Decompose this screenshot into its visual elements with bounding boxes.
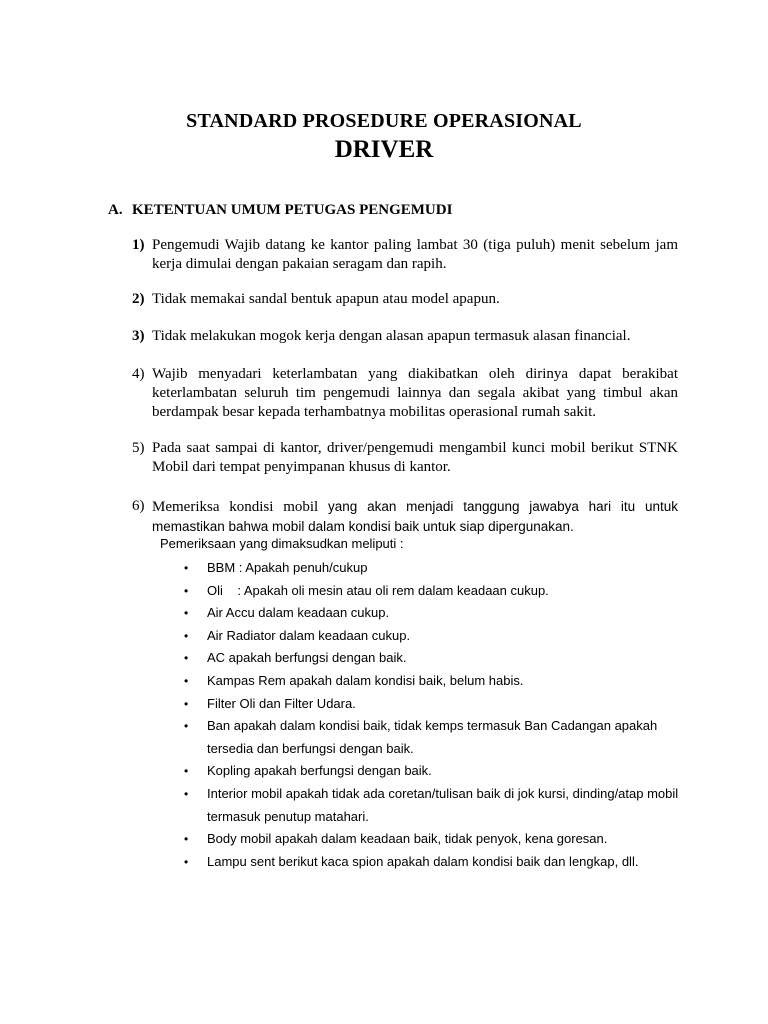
checklist-item-text: Ban apakah dalam kondisi baik, tidak kemps termasuk Ban Cadangan apakah tersedia dan berfungsi dengan baik. [207,718,658,756]
item-number: 1) [132,237,145,253]
list-item [132,365,678,422]
checklist-item [182,557,682,580]
checklist-item-text: Kampas Rem apakah dalam kondisi baik, belum habis. [207,672,524,688]
checklist-item-text: Lampu sent berikut kaca spion apakah dalam kondisi baik dan lengkap, dll. [207,853,639,869]
checklist-item [182,828,682,851]
checklist-intro: Pemeriksaan yang dimaksudkan meliputi : [160,536,404,551]
item-number: 6) [132,498,145,514]
checklist-item-text: AC apakah berfungsi dengan baik. [207,650,407,666]
checklist-item-text: Air Radiator dalam keadaan cukup. [207,627,411,643]
item-text [152,497,678,537]
section-letter: A. [108,202,123,218]
item-text: Tidak memakai sandal bentuk apapun atau model apapun. [152,291,500,307]
checklist-item-text: Filter Oli dan Filter Udara. [207,695,356,711]
checklist-item [182,760,682,783]
checklist-item [182,670,682,693]
item-number: 2) [132,291,145,307]
list-item [132,327,678,346]
bullet-icon: • [184,832,189,847]
item-text: Wajib menyadari keterlambatan yang diakibatkan oleh dirinya dapat berakibat keterlambatan seluruh tim pengemudi lainnya dan segala akibat yang timbul akan berdampak besar kepada terhambatnya mobilitas operasional rumah sakit. [152,366,678,420]
item-text-serif: Memeriksa kondisi mobil [152,499,319,515]
item-text: Pengemudi Wajib datang ke kantor paling lambat 30 (tiga puluh) menit sebelum jam kerja dimulai dengan pakaian seragam dan rapih. [152,237,678,272]
checklist-item [182,851,682,874]
list-item [132,236,678,274]
item-number: 3) [132,328,145,344]
section-title: KETENTUAN UMUM PETUGAS PENGEMUDI [132,202,453,218]
checklist-item [182,693,682,716]
bullet-icon: • [184,764,189,779]
bullet-icon: • [184,696,189,711]
checklist-item [182,783,682,828]
checklist [182,557,682,873]
bullet-icon: • [184,628,189,643]
section-heading [108,202,452,219]
bullet-icon: • [184,786,189,801]
list-item [132,497,678,537]
list-item [132,439,678,477]
checklist-item-text: Body mobil apakah dalam keadaan baik, tidak penyok, kena goresan. [207,831,608,847]
checklist-item-text: Oli : Apakah oli mesin atau oli rem dalam keadaan cukup. [207,582,549,598]
checklist-item [182,602,682,625]
checklist-item-text: Kopling apakah berfungsi dengan baik. [207,763,432,779]
item-text-sans: yang akan menjadi tanggung jawabya hari itu untuk memastikan bahwa mobil dalam kondisi baik untuk siap dipergunakan. [152,499,678,534]
bullet-icon: • [184,561,189,575]
document-title: STANDARD PROSEDURE OPERASIONAL [186,110,582,132]
bullet-icon: • [184,606,189,621]
checklist-item-text: BBM : Apakah penuh/cukup [207,560,368,575]
item-text: Tidak melakukan mogok kerja dengan alasan apapun termasuk alasan financial. [152,328,631,344]
checklist-item [182,625,682,648]
bullet-icon: • [184,583,189,598]
bullet-icon: • [184,673,189,688]
checklist-item-text: Air Accu dalam keadaan cukup. [207,605,390,621]
checklist-item [182,580,682,603]
bullet-icon: • [184,719,189,734]
item-number: 4) [132,366,145,382]
list-item [132,290,678,309]
checklist-item-text: Interior mobil apakah tidak ada coretan/tulisan baik di jok kursi, dinding/atap mobil termasuk penutup matahari. [207,785,679,824]
checklist-item [182,715,682,760]
bullet-icon: • [184,854,189,869]
document-subtitle: DRIVER [334,136,434,163]
item-text: Pada saat sampai di kantor, driver/pengemudi mengambil kunci mobil berikut STNK Mobil dari tempat penyimpanan khusus di kantor. [152,440,678,475]
bullet-icon: • [184,651,189,666]
checklist-item [182,647,682,670]
item-number: 5) [132,440,145,456]
